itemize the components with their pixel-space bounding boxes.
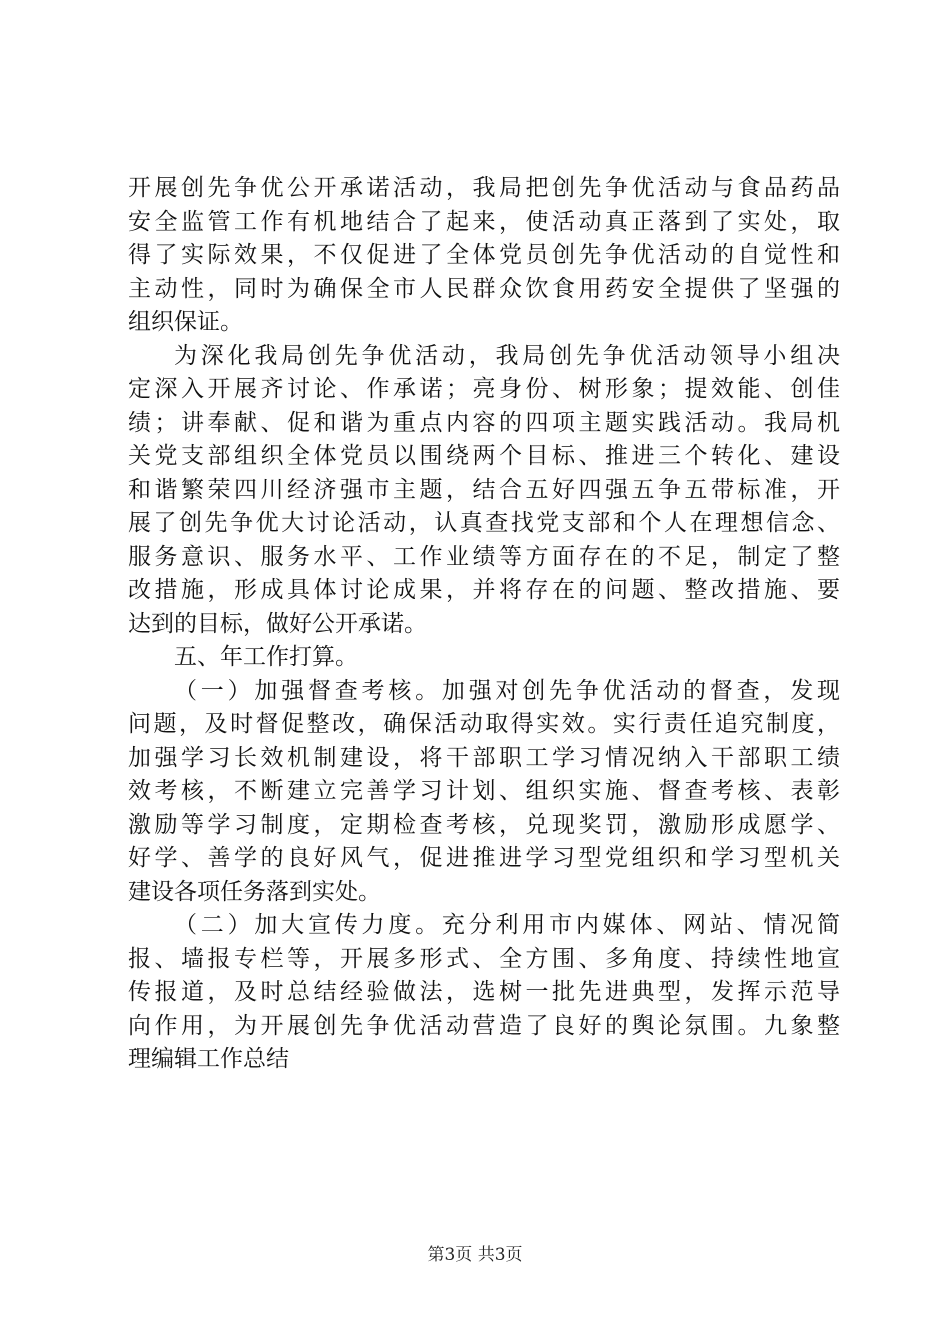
text-line: 关党支部组织全体党员以围绕两个目标、推进三个转化、建设 (128, 443, 840, 469)
text-line: 组织保证。 (128, 309, 243, 335)
text-line: （二）加大宣传力度。充分利用市内媒体、网站、情况简 (174, 912, 840, 938)
text-line: 好学、善学的良好风气，促进推进学习型党组织和学习型机关 (128, 845, 840, 871)
text-line: 加强学习长效机制建设，将干部职工学习情况纳入干部职工绩 (128, 744, 840, 771)
text-line: 激励等学习制度，定期检查考核，兑现奖罚，激励形成愿学、 (128, 811, 840, 838)
text-line: 安全监管工作有机地结合了起来，使活动真正落到了实处，取 (128, 208, 840, 235)
text-line: 定深入开展齐讨论、作承诺；亮身份、树形象；提效能、创佳 (128, 376, 840, 402)
text-line: 得了实际效果，不仅促进了全体党员创先争优活动的自觉性和 (128, 242, 840, 268)
text-line: 展了创先争优大讨论活动，认真查找党支部和个人在理想信念、 (128, 510, 840, 536)
text-line: 建设各项任务落到实处。 (128, 878, 381, 905)
text-line: 向作用，为开展创先争优活动营造了良好的舆论氛围。九象整 (128, 1012, 840, 1039)
document-body (128, 172, 840, 1077)
text-line: 开展创先争优公开承诺活动，我局把创先争优活动与食品药品 (128, 175, 840, 201)
text-line: 传报道，及时总结经验做法，选树一批先进典型，发挥示范导 (128, 979, 840, 1005)
text-line: 报、墙报专栏等，开展多形式、全方围、多角度、持续性地宣 (128, 945, 840, 972)
text-line: （一）加强督查考核。加强对创先争优活动的督查，发现 (174, 677, 840, 704)
text-line: 和谐繁荣四川经济强市主题，结合五好四强五争五带标准，开 (128, 476, 840, 503)
page-number-footer: 第3页 共3页 (427, 1245, 523, 1265)
text-line: 主动性，同时为确保全市人民群众饮食用药安全提供了坚强的 (128, 275, 840, 302)
text-line: 绩；讲奉献、促和谐为重点内容的四项主题实践活动。我局机 (128, 409, 840, 436)
text-line: 理编辑工作总结 (128, 1046, 289, 1072)
text-line: 问题，及时督促整改，确保活动取得实效。实行责任追究制度， (128, 711, 840, 737)
text-line: 为深化我局创先争优活动，我局创先争优活动领导小组决 (174, 342, 840, 369)
text-line: 服务意识、服务水平、工作业绩等方面存在的不足，制定了整 (128, 543, 840, 570)
text-line: 改措施，形成具体讨论成果，并将存在的问题、整改措施、要 (128, 577, 840, 603)
text-line: 达到的目标，做好公开承诺。 (128, 610, 427, 637)
text-line: 效考核，不断建立完善学习计划、组织实施、督查考核、表彰 (128, 778, 840, 804)
section-heading: 五、年工作打算。 (174, 644, 358, 670)
